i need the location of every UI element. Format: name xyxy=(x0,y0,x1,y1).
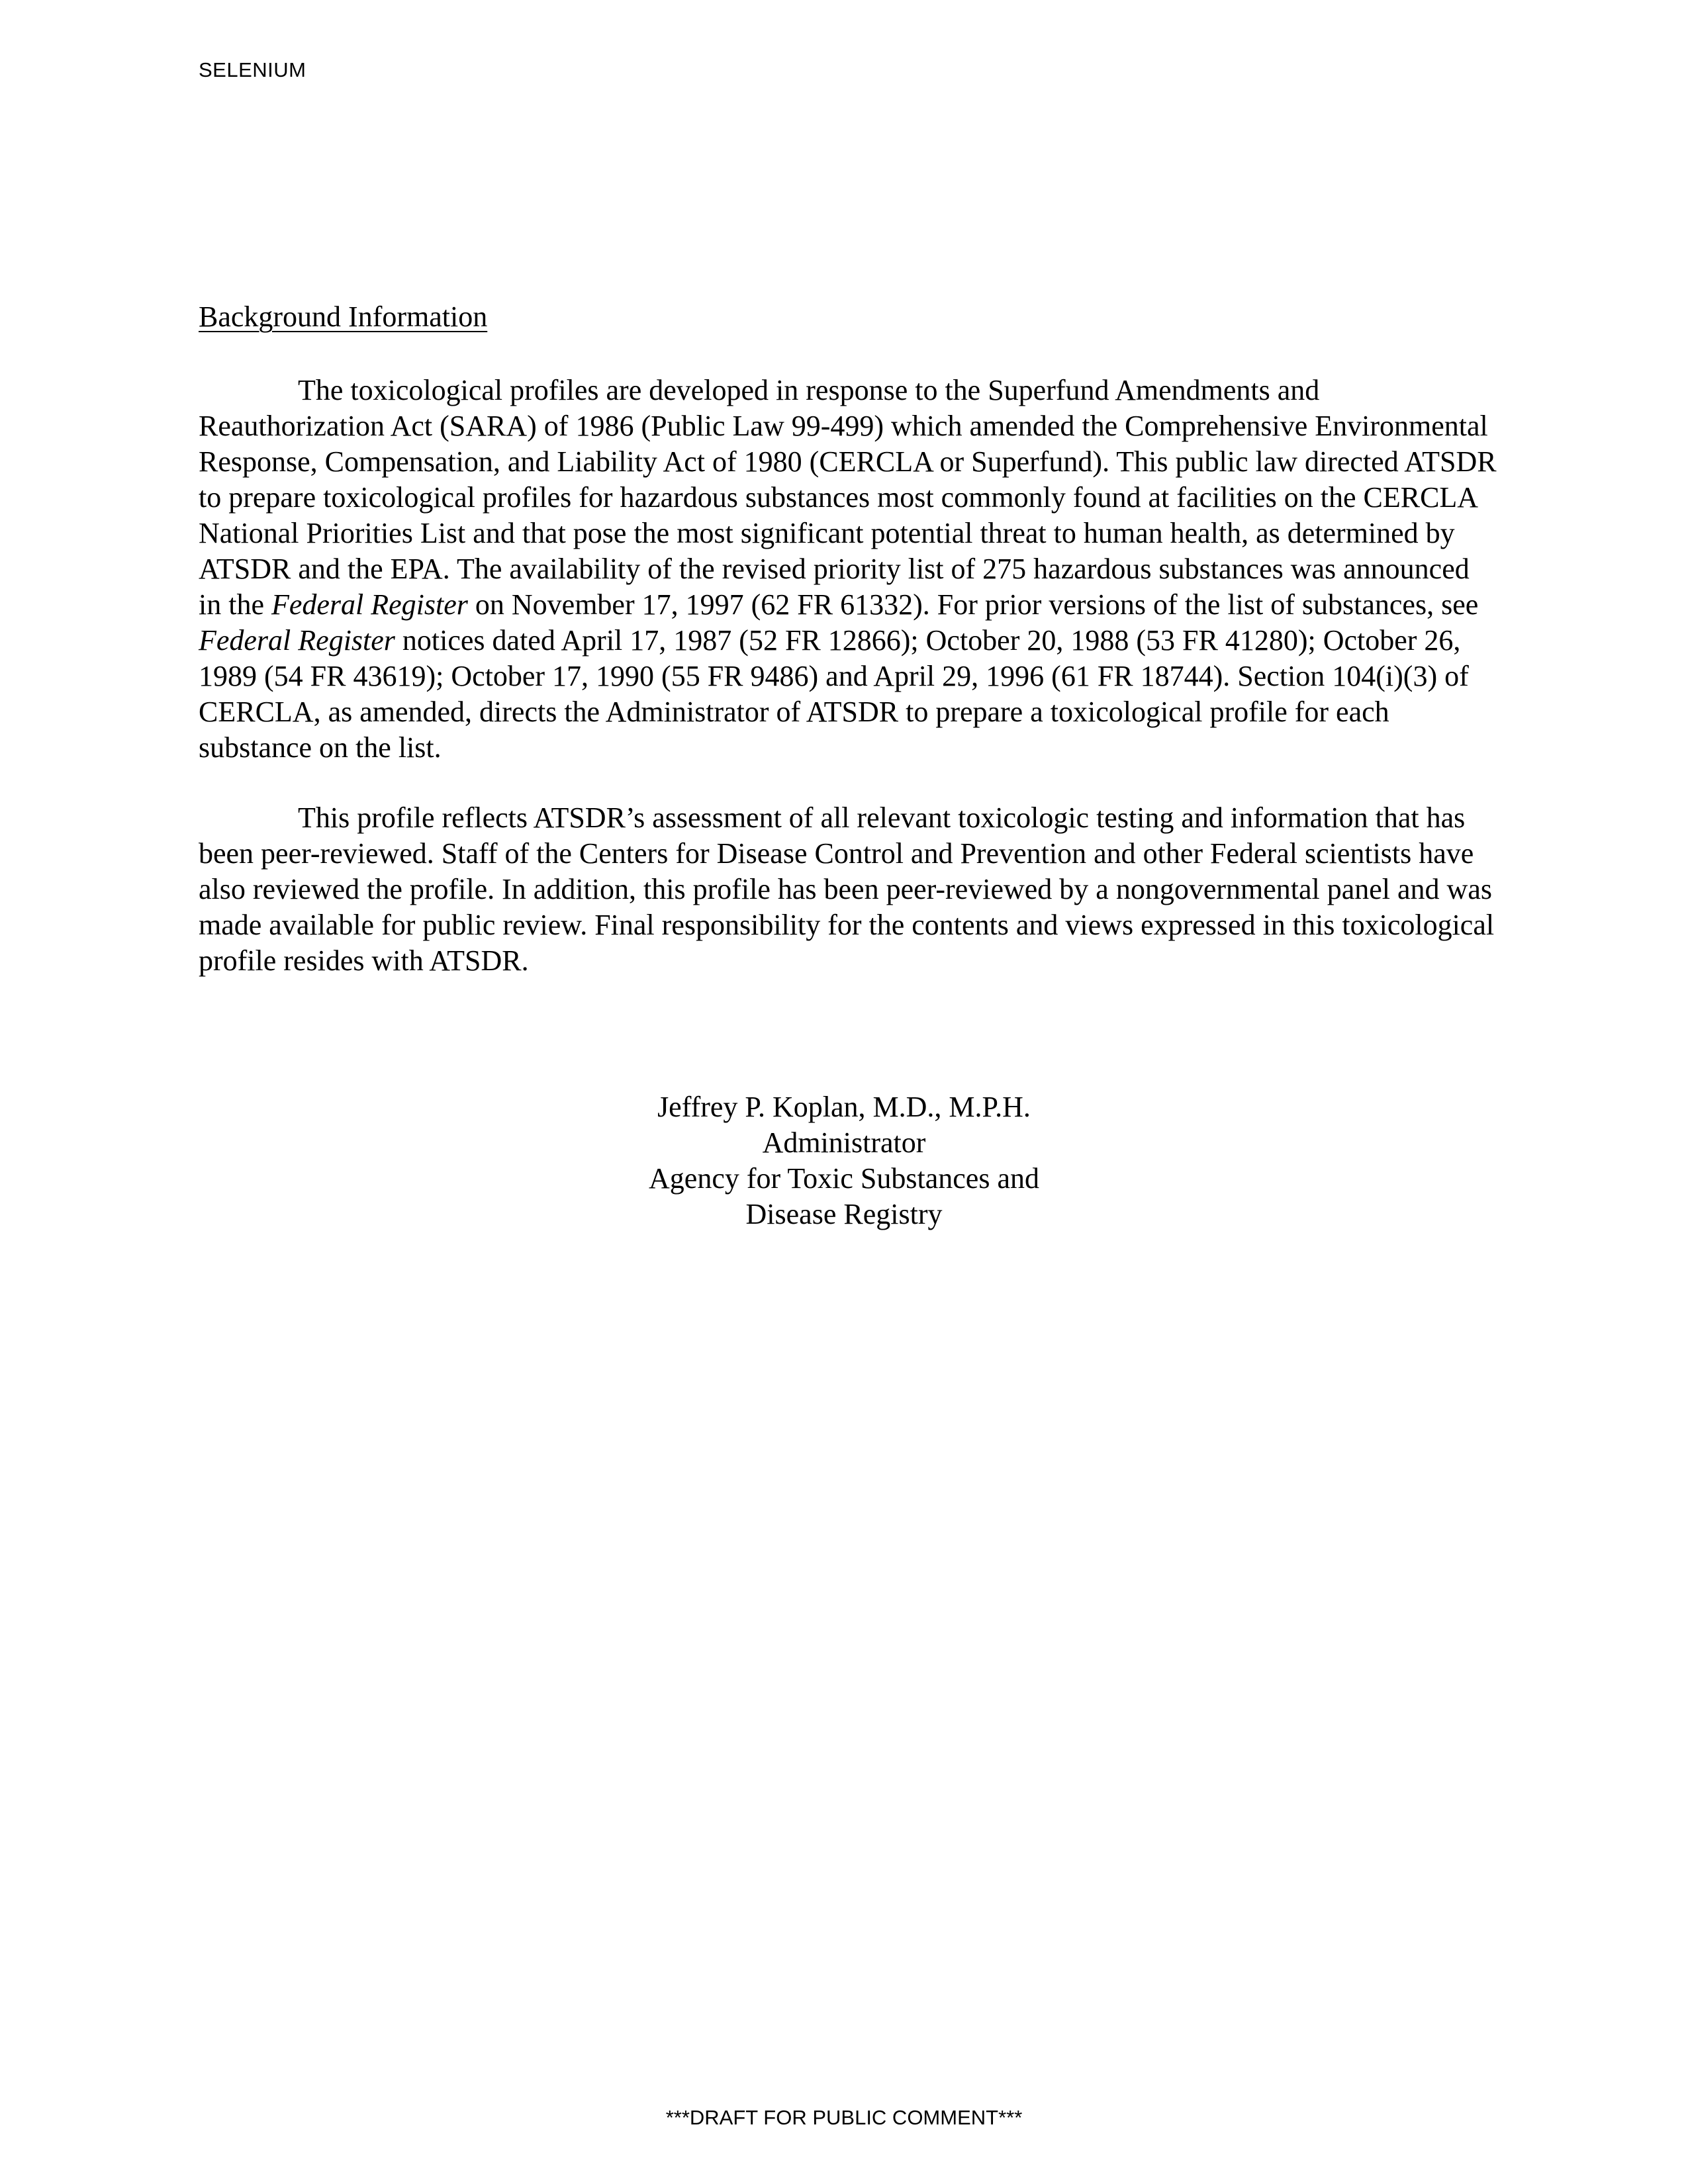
signatory-name: Jeffrey P. Koplan, M.D., M.P.H. xyxy=(657,1091,1031,1123)
signature-block xyxy=(579,1089,1109,1232)
running-head: SELENIUM xyxy=(199,58,306,81)
section-heading: Background Information xyxy=(199,300,488,333)
signatory-title: Administrator xyxy=(762,1126,926,1159)
agency-name-line2: Disease Registry xyxy=(745,1198,943,1230)
paragraph1-text-a: The toxicological profiles are developed in response to the Superfund Amendments and Reauthorization Act (SARA) of 1986 (Public Law 99-499) which amended the Comprehensive Environmental Response, Compensation, and Liability Act of 1980 (CERCLA or Superfund). This public law directed ATSDR to prepare toxicological profiles for hazardous substances most commonly found at facilities on the CERCLA National Priorities List and that pose the most significant potential threat to human health, as determined by ATSDR and the EPA. The availability of the revised priority list of 275 hazardous substances was announced in the xyxy=(199,374,1497,621)
paragraph-peer-review xyxy=(199,800,1497,979)
paragraph1-text-c: notices dated April 17, 1987 (52 FR 12866); October 20, 1988 (53 FR 41280); October 26, 1989 (54 FR 43619); October 17, 1990 (55 FR 9486) and April 29, 1996 (61 FR 18744). Section 104(i)(3) of CERCLA, as amended, directs the Administrator of ATSDR to prepare a toxicological profile for each substance on the list. xyxy=(199,624,1469,764)
federal-register-citation: Federal Register xyxy=(271,588,468,621)
paragraph-sara-background xyxy=(199,373,1497,766)
federal-register-citation: Federal Register xyxy=(199,624,395,657)
paragraph2-text: This profile reflects ATSDR’s assessment of all relevant toxicologic testing and information that has been peer-reviewed. Staff of the Centers for Disease Control and Prevention and other Federal scientists have also reviewed the profile. In addition, this profile has been peer-reviewed by a nongovernmental panel and was made available for public review. Final responsibility for the contents and views expressed in this toxicological profile resides with ATSDR. xyxy=(199,801,1495,977)
draft-footer: ***DRAFT FOR PUBLIC COMMENT*** xyxy=(665,2106,1023,2129)
paragraph1-text-b: on November 17, 1997 (62 FR 61332). For prior versions of the list of substances, see xyxy=(467,588,1479,621)
agency-name-line1: Agency for Toxic Substances and xyxy=(649,1162,1039,1195)
